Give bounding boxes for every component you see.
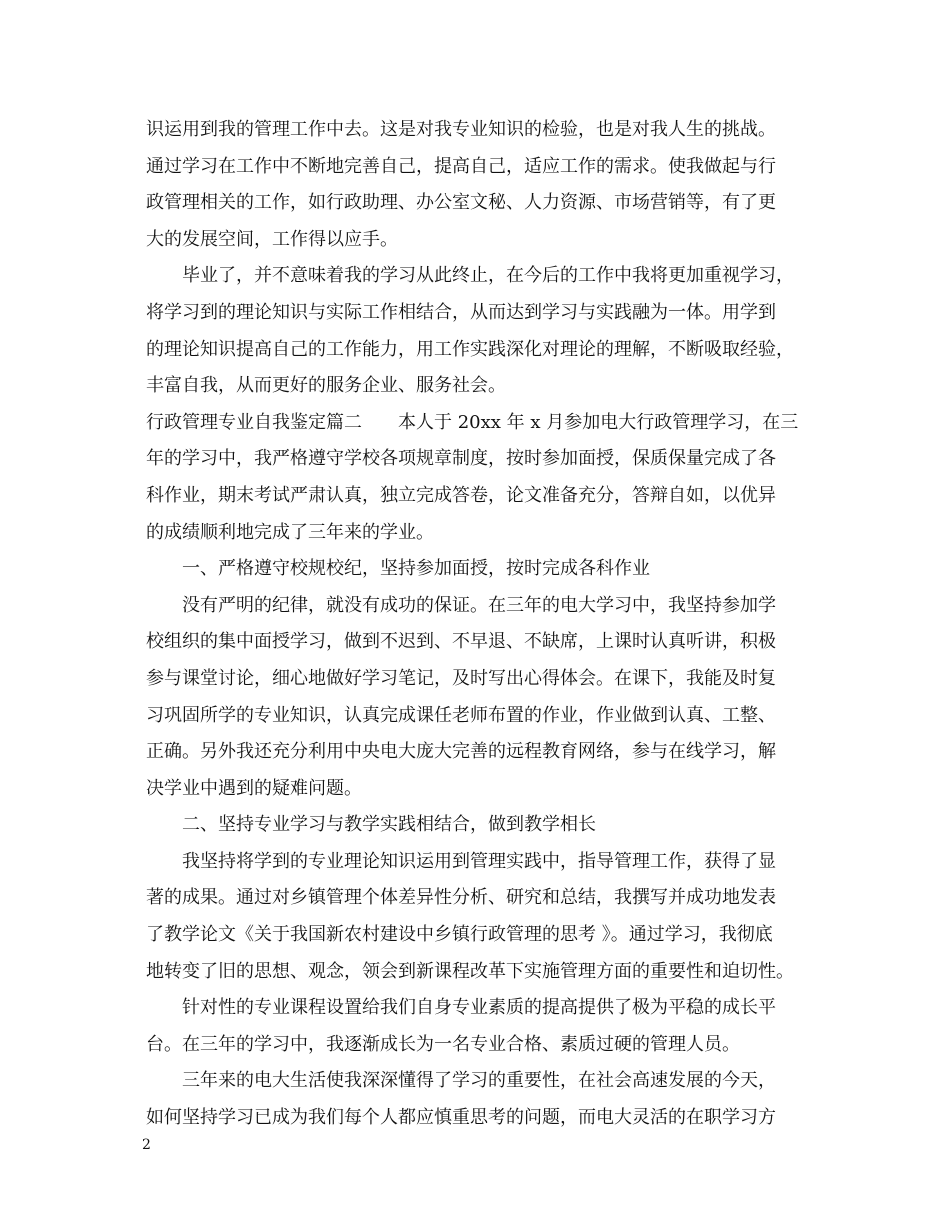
text-line: 科作业，期末考试严肃认真，独立完成答卷，论文准备充分，答辩自如，以优异 xyxy=(146,484,776,506)
text-line: 我坚持将学到的专业理论知识运用到管理实践中，指导管理工作，获得了显 xyxy=(182,850,776,872)
text-line: 正确。另外我还充分利用中央电大庞大完善的远程教育网络，参与在线学习，解 xyxy=(146,741,776,763)
text-line: 如何坚持学习已成为我们每个人都应慎重思考的问题，而电大灵活的在职学习方 xyxy=(146,1107,776,1129)
text-line: 没有严明的纪律，就没有成功的保证。在三年的电大学习中，我坚持参加学 xyxy=(182,594,776,616)
text-line: 决学业中遇到的疑难问题。 xyxy=(146,777,362,799)
text-line: 行政管理专业自我鉴定篇二 本人于 20xx 年 x 月参加电大行政管理学习，在三 xyxy=(146,411,799,433)
text-line: 著的成果。通过对乡镇管理个体差异性分析、研究和总结，我撰写并成功地发表 xyxy=(146,887,776,909)
text-line: 二、坚持专业学习与教学实践相结合，做到教学相长 xyxy=(182,814,596,836)
text-line: 三年来的电大生活使我深深懂得了学习的重要性，在社会高速发展的今天， xyxy=(182,1070,776,1092)
text-line: 毕业了，并不意味着我的学习从此终止，在今后的工作中我将更加重视学习， xyxy=(182,265,794,287)
text-line: 政管理相关的工作，如行政助理、办公室文秘、人力资源、市场营销等，有了更 xyxy=(146,192,776,214)
text-line: 针对性的专业课程设置给我们自身专业素质的提高提供了极为平稳的成长平 xyxy=(182,997,776,1019)
text-line: 参与课堂讨论，细心地做好学习笔记，及时写出心得体会。在课下，我能及时复 xyxy=(146,667,776,689)
text-line: 识运用到我的管理工作中去。这是对我专业知识的检验，也是对我人生的挑战。 xyxy=(146,119,776,140)
text-line: 将学习到的理论知识与实际工作相结合，从而达到学习与实践融为一体。用学到 xyxy=(146,301,776,323)
text-line: 台。在三年的学习中，我逐渐成长为一名专业合格、素质过硬的管理人员。 xyxy=(146,1033,740,1055)
document-body xyxy=(146,112,826,1137)
text-line: 一、严格遵守校规校纪，坚持参加面授，按时完成各科作业 xyxy=(182,558,650,580)
text-line: 的成绩顺利地完成了三年来的学业。 xyxy=(146,521,434,543)
text-line: 了教学论文《关于我国新农村建设中乡镇行政管理的思考 》。通过学习，我彻底 xyxy=(146,924,773,946)
text-line: 通过学习在工作中不断地完善自己，提高自己，适应工作的需求。使我做起与行 xyxy=(146,155,776,177)
text-line: 习巩固所学的专业知识，认真完成课任老师布置的作业，作业做到认真、工整、 xyxy=(146,704,776,726)
text-line: 校组织的集中面授学习，做到不迟到、不早退、不缺席，上课时认真听讲，积极 xyxy=(146,631,776,653)
text-line: 年的学习中，我严格遵守学校各项规章制度，按时参加面授，保质保量完成了各 xyxy=(146,448,776,470)
page-number: 2 xyxy=(142,1137,151,1153)
text-line: 丰富自我，从而更好的服务企业、服务社会。 xyxy=(146,375,506,397)
text-line: 的理论知识提高自己的工作能力，用工作实践深化对理论的理解，不断吸取经验， xyxy=(146,338,794,360)
text-line: 地转变了旧的思想、观念，领会到新课程改革下实施管理方面的重要性和迫切性。 xyxy=(146,960,794,982)
text-line: 大的发展空间，工作得以应手。 xyxy=(146,228,398,250)
